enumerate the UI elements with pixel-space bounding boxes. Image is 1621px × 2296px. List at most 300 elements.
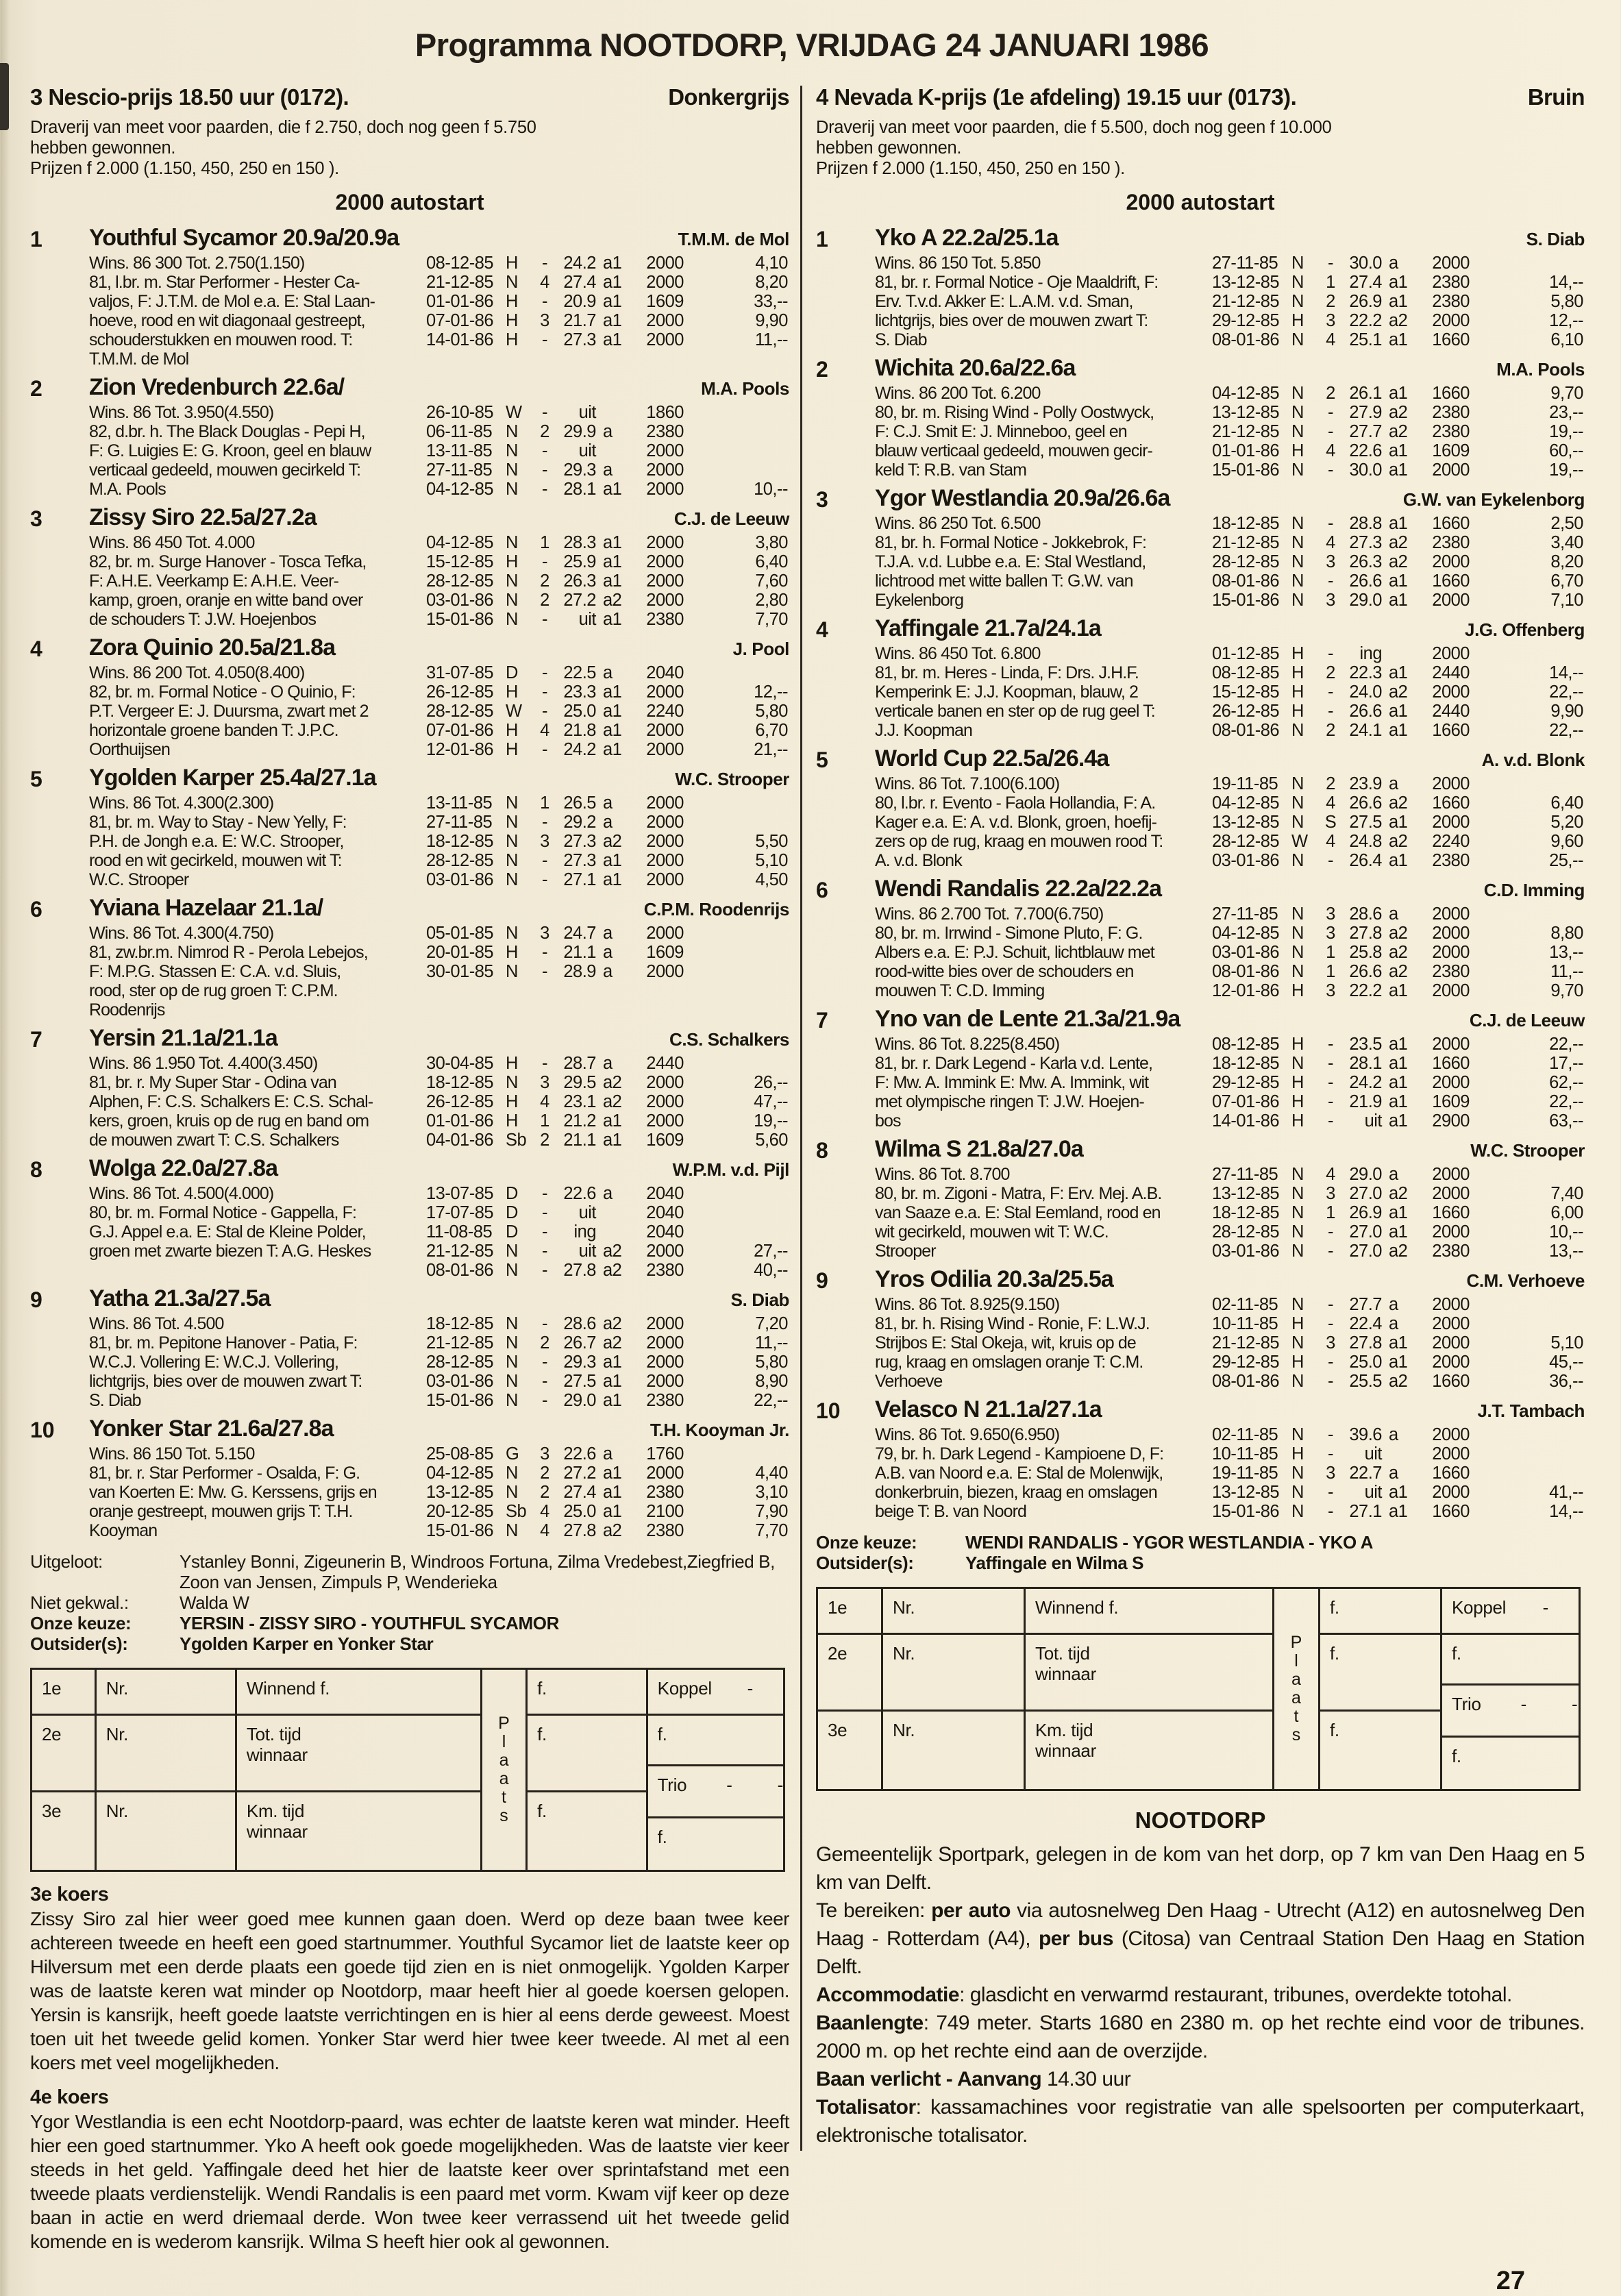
result-position: -: [1328, 644, 1333, 663]
description-line: Wins. 86 Tot. 4.500(4.000): [89, 1184, 274, 1203]
result-date: 08-01-86: [1212, 1372, 1280, 1391]
result-date: 08-12-85: [426, 254, 494, 273]
result-gait: a2: [1389, 1372, 1408, 1391]
past-performance-table: [426, 1054, 789, 1150]
result-row: [1212, 292, 1585, 311]
result-date: 21-12-85: [1212, 292, 1280, 311]
result-gait: a2: [603, 1073, 622, 1092]
result-position: -: [1328, 1242, 1333, 1261]
result-date: 29-12-85: [1212, 1073, 1280, 1092]
entry-body: [89, 504, 789, 629]
result-date: 14-01-86: [426, 330, 494, 349]
result-date: 17-07-85: [426, 1203, 494, 1222]
description-line: S. Diab: [89, 1391, 141, 1410]
result-row: [426, 1502, 789, 1521]
result-odds: [1470, 1165, 1585, 1184]
result-gait: a: [1389, 1464, 1398, 1483]
result-distance: 2380: [1432, 533, 1470, 552]
description-line: A.B. van Noord e.a. E: Stal de Molenwijk,: [875, 1464, 1163, 1483]
result-distance: 2040: [646, 663, 684, 682]
result-row: [1212, 1242, 1585, 1261]
description-line: Wins. 86 Tot. 8.925(9.150): [875, 1295, 1060, 1314]
entry-columns: [875, 514, 1585, 610]
footer-row: [816, 1553, 1585, 1573]
result-distance: 2000: [1432, 1483, 1470, 1502]
result-time: 28.6: [563, 1314, 596, 1333]
race-condition-line: Prijzen f 2.000 (1.150, 450, 250 en 150 ).: [816, 159, 1125, 178]
result-position: 3: [1326, 1464, 1335, 1483]
result-time: 27.7: [1349, 1295, 1382, 1314]
description-line: 81, br. h. Rising Wind - Ronie, F: L.W.J.: [875, 1314, 1150, 1333]
result-distance: 2000: [646, 1111, 684, 1131]
result-date: 03-01-86: [1212, 851, 1280, 870]
footer-label: Onze keuze:: [816, 1532, 917, 1553]
entry-columns: [875, 1165, 1585, 1261]
result-odds: 40,--: [754, 1261, 788, 1280]
result-gait: a1: [603, 254, 622, 273]
result-distance: 1660: [1432, 1502, 1470, 1521]
result-position: -: [542, 1184, 547, 1203]
result-distance: 2900: [1432, 1111, 1470, 1131]
result-position: S: [1324, 813, 1337, 832]
result-distance: 2000: [646, 740, 684, 759]
result-gait: a1: [1389, 460, 1408, 480]
result-odds: 14,--: [1549, 663, 1583, 682]
result-track-letter: H: [506, 292, 518, 311]
description-line: W.C.J. Vollering E: W.C.J. Vollering,: [89, 1353, 339, 1372]
result-track-letter: N: [506, 441, 518, 460]
result-gait: a1: [1389, 981, 1408, 1000]
result-odds: 8,80: [1550, 924, 1583, 943]
result-gait: a1: [603, 702, 622, 721]
result-time: 28.7: [563, 1054, 596, 1073]
description-line: Wins. 86 Tot. 4.300(4.750): [89, 924, 274, 943]
result-track-letter: G: [506, 1444, 519, 1464]
result-row: [426, 1092, 789, 1111]
plaats-letter: P: [498, 1714, 510, 1733]
venue-paragraph: [816, 1897, 1585, 1981]
result-odds: 3,80: [755, 533, 788, 552]
race-condition-line: Draverij van meet voor paarden, die f 5.500, doch nog geen f 10.000: [816, 118, 1332, 137]
result-position: -: [1328, 571, 1333, 591]
result-position: 4: [540, 1502, 549, 1521]
result-row: [1212, 533, 1585, 552]
result-track-letter: N: [506, 813, 518, 832]
horse-description: [89, 924, 426, 1020]
description-line: wit gecirkeld, mouwen wit T: W.C.: [875, 1222, 1109, 1242]
result-date: 13-07-85: [426, 1184, 494, 1203]
result-odds: 7,70: [755, 1521, 788, 1540]
result-row: [1212, 813, 1585, 832]
result-row: [426, 480, 789, 499]
result-track-letter: H: [1291, 311, 1304, 330]
horse-entry: [30, 1416, 789, 1540]
result-position: 2: [540, 1464, 549, 1483]
result-time: 22.3: [1349, 663, 1382, 682]
result-date: 03-01-86: [426, 870, 494, 889]
description-line: blauw verticaal gedeeld, mouwen gecir-: [875, 441, 1152, 460]
result-position: -: [542, 1391, 547, 1410]
result-position: -: [1328, 1353, 1333, 1372]
result-position: 4: [1326, 533, 1335, 552]
past-performance-table: [426, 924, 789, 1020]
result-time: 26.3: [563, 571, 596, 591]
result-odds: [684, 441, 789, 460]
result-position: -: [1328, 1314, 1333, 1333]
entry-start-number: 4: [816, 617, 828, 642]
entry-body: [89, 374, 789, 499]
result-position: 3: [1326, 1333, 1335, 1353]
result-row: [1212, 793, 1585, 813]
result-track-letter: N: [1291, 254, 1304, 273]
entry-body: [875, 876, 1585, 1000]
result-row: [426, 273, 789, 292]
result-gait: a1: [1389, 1092, 1408, 1111]
result-track-letter: Sb: [506, 1131, 527, 1150]
description-line: groen met zwarte biezen T: A.G. Heskes: [89, 1242, 371, 1261]
result-odds: 2,80: [755, 591, 788, 610]
result-time: uit: [578, 441, 596, 460]
result-position: 3: [1326, 311, 1335, 330]
result-track-letter: N: [506, 460, 518, 480]
description-line: rood en wit gecirkeld, mouwen wit T:: [89, 851, 342, 870]
description-line: zers op de rug, kraag en mouwen rood T:: [875, 832, 1163, 851]
result-position: 3: [1326, 981, 1335, 1000]
result-date: 18-12-85: [426, 832, 494, 851]
result-gait: a1: [603, 1353, 622, 1372]
description-line: valjos, F: J.T.M. de Mol e.a. E: Stal Laan-: [89, 292, 375, 311]
result-distance: 2000: [1432, 1314, 1470, 1333]
result-odds: 19,--: [1549, 422, 1583, 441]
past-performance-table: [1212, 904, 1585, 1000]
result-distance: 1660: [1432, 1203, 1470, 1222]
result-position: -: [1328, 1483, 1333, 1502]
result-odds: 9,70: [1550, 981, 1583, 1000]
horse-description: [875, 514, 1212, 610]
entry-body: [875, 225, 1585, 349]
result-gait: a: [1389, 1165, 1398, 1184]
entry-start-number: 3: [816, 487, 828, 512]
result-odds: 5,80: [755, 1353, 788, 1372]
result-row: [1212, 1073, 1585, 1092]
result-distance: 2240: [1432, 832, 1470, 851]
result-distance: 2000: [646, 832, 684, 851]
result-gait: a1: [1389, 571, 1408, 591]
entry-head: [89, 895, 789, 922]
result-time: 22.5: [563, 663, 596, 682]
result-row: [426, 740, 789, 759]
trio-cell: [648, 1764, 783, 1816]
result-track-letter: H: [1291, 644, 1304, 663]
result-track-letter: N: [506, 1372, 518, 1391]
result-position: 3: [1326, 904, 1335, 924]
result-date: 29-12-85: [1212, 1353, 1280, 1372]
race-condition-line: hebben gewonnen.: [30, 138, 176, 158]
result-date: 18-12-85: [1212, 514, 1280, 533]
horse-name-record: Velasco N 21.1a/27.1a: [875, 1396, 1102, 1422]
result-row: [1212, 1372, 1585, 1391]
description-line: F: M.P.G. Stassen E: C.A. v.d. Sluis,: [89, 962, 341, 981]
result-row: [426, 1203, 789, 1222]
result-row: [426, 682, 789, 702]
result-date: 08-01-86: [1212, 721, 1280, 740]
result-time: 20.9: [563, 292, 596, 311]
horse-description: [89, 403, 426, 499]
result-time: 27.8: [1349, 924, 1382, 943]
horse-name-record: Zion Vredenburch 22.6a/: [89, 374, 345, 400]
result-odds: 7,40: [1550, 1184, 1583, 1203]
horse-entry: [30, 895, 789, 1020]
venue-text-segment: Accommodatie: [816, 1984, 960, 2006]
description-line: 81, l.br. m. Star Performer - Hester Ca-: [89, 273, 360, 292]
result-position: -: [1328, 1035, 1333, 1054]
result-gait: a2: [1389, 924, 1408, 943]
result-date: 29-12-85: [1212, 311, 1280, 330]
result-position: -: [1328, 1222, 1333, 1242]
plaats-vertical-label: [1274, 1589, 1318, 1789]
result-track-letter: D: [506, 1222, 518, 1242]
result-distance: 2380: [1432, 962, 1470, 981]
result-date: 13-12-85: [1212, 1184, 1280, 1203]
result-position: -: [1328, 1054, 1333, 1073]
result-row: [1212, 1054, 1585, 1073]
result-time: 28.8: [1349, 514, 1382, 533]
result-track-letter: N: [1291, 422, 1304, 441]
entry-columns: [89, 793, 789, 889]
result-row: [1212, 644, 1585, 663]
result-distance: 2380: [1432, 851, 1470, 870]
result-track-letter: H: [1291, 441, 1304, 460]
result-distance: 2440: [646, 1054, 684, 1073]
horse-entry: [816, 1136, 1585, 1261]
result-odds: [1470, 774, 1585, 793]
entry-start-number: 3: [30, 506, 42, 531]
result-time: 26.7: [563, 1333, 596, 1353]
result-time: 27.0: [1349, 1242, 1382, 1261]
result-time: 27.3: [563, 851, 596, 870]
result-gait: [1382, 644, 1413, 663]
result-odds: [1470, 1464, 1585, 1483]
result-odds: 11,--: [1550, 962, 1583, 981]
past-performance-table: [426, 663, 789, 759]
result-gait: a1: [603, 1483, 622, 1502]
result-distance: 2000: [1432, 644, 1470, 663]
scan-edge-artifact: [0, 63, 9, 130]
result-gait: a1: [603, 1131, 622, 1150]
horse-entry: [30, 765, 789, 889]
trio-label: Trio: [657, 1775, 687, 1795]
result-gait: a2: [1389, 403, 1408, 422]
entry-columns: [89, 533, 789, 629]
result-track-letter: N: [506, 610, 518, 629]
result-date: 13-11-85: [426, 441, 493, 460]
result-gait: a1: [603, 533, 622, 552]
result-time: 29.9: [563, 422, 596, 441]
result-date: 25-08-85: [426, 1444, 494, 1464]
result-date: 10-11-85: [1212, 1314, 1278, 1333]
result-date: 04-12-85: [1212, 384, 1280, 403]
bet-main-column: [237, 1670, 482, 1870]
entry-head: [875, 1266, 1585, 1293]
description-line: 80, br. m. Rising Wind - Polly Oostwyck,: [875, 403, 1154, 422]
horse-entry: [816, 615, 1585, 740]
result-gait: a1: [603, 480, 622, 499]
result-gait: a: [603, 460, 612, 480]
description-line: 81, br. h. Formal Notice - Jokkebrok, F:: [875, 533, 1147, 552]
result-distance: 2000: [1432, 311, 1470, 330]
result-distance: 2000: [1432, 1425, 1470, 1444]
result-date: 13-12-85: [426, 1483, 494, 1502]
result-date: 30-01-85: [426, 962, 494, 981]
entry-start-number: 6: [816, 878, 828, 902]
result-position: -: [542, 1314, 547, 1333]
result-position: 3: [1326, 591, 1335, 610]
entry-head: [89, 1416, 789, 1442]
result-odds: [1470, 1444, 1585, 1464]
bet-nr-cell: Nr.: [883, 1633, 1024, 1709]
race-conditions: [30, 117, 789, 179]
result-row: [1212, 1483, 1585, 1502]
entry-columns: [89, 1314, 789, 1410]
description-line: 80, br. m. Zigoni - Matra, F: Erv. Mej. A.B.: [875, 1184, 1162, 1203]
result-gait: a1: [1389, 292, 1408, 311]
description-line: bos: [875, 1111, 901, 1131]
result-track-letter: N: [1291, 330, 1304, 349]
result-time: 23.3: [563, 682, 596, 702]
result-date: 18-12-85: [1212, 1203, 1280, 1222]
horse-name-record: Wilma S 21.8a/27.0a: [875, 1136, 1083, 1162]
result-date: 10-11-85: [1212, 1444, 1278, 1464]
result-gait: a1: [603, 870, 622, 889]
description-line: Wins. 86 200 Tot. 6.200: [875, 384, 1041, 403]
past-performance-table: [426, 533, 789, 629]
result-date: 28-12-85: [426, 1353, 494, 1372]
result-date: 19-11-85: [1212, 774, 1278, 793]
description-line: 81, br. r. Star Performer - Osalda, F: G.: [89, 1464, 360, 1483]
result-odds: 8,20: [755, 273, 788, 292]
description-line: met olympische ringen T: J.W. Hoejen-: [875, 1092, 1144, 1111]
result-track-letter: N: [506, 273, 518, 292]
result-row: [426, 962, 789, 981]
trainer-name: C.D. Imming: [1483, 880, 1585, 900]
result-date: 21-12-85: [1212, 533, 1280, 552]
result-gait: a1: [603, 682, 622, 702]
trainer-name: C.J. de Leeuw: [673, 508, 789, 529]
result-row: [426, 1184, 789, 1203]
result-track-letter: Sb: [506, 1502, 527, 1521]
result-distance: 1609: [646, 943, 684, 962]
description-line: mouwen T: C.D. Imming: [875, 981, 1045, 1000]
description-line: Kemperink E: J.J. Koopman, blauw, 2: [875, 682, 1138, 702]
result-position: -: [542, 1261, 547, 1280]
result-gait: a1: [603, 851, 622, 870]
result-date: 13-12-85: [1212, 273, 1280, 292]
result-position: 4: [1326, 441, 1335, 460]
result-row: [426, 254, 789, 273]
horse-entry: [30, 1285, 789, 1410]
description-line: Strooper: [875, 1242, 936, 1261]
result-distance: 2000: [646, 1092, 684, 1111]
result-date: 31-07-85: [426, 663, 494, 682]
result-distance: 2000: [646, 552, 684, 571]
result-odds: 10,--: [754, 480, 788, 499]
trainer-name: W.P.M. v.d. Pijl: [672, 1159, 789, 1180]
trainer-name: C.M. Verhoeve: [1466, 1270, 1585, 1291]
horse-name-record: Zora Quinio 20.5a/21.8a: [89, 634, 336, 661]
result-time: 21.1: [563, 943, 596, 962]
result-time: 25.0: [563, 702, 596, 721]
result-distance: 2000: [1432, 682, 1470, 702]
result-gait: a: [603, 793, 612, 813]
result-row: [426, 441, 789, 460]
result-position: 1: [540, 1111, 549, 1131]
result-distance: 1660: [1432, 514, 1470, 533]
description-line: 82, d.br. h. The Black Douglas - Pepi H,: [89, 422, 365, 441]
result-time: 27.8: [563, 1261, 596, 1280]
guilder-cell: f.: [1320, 1709, 1440, 1789]
result-odds: 23,--: [1549, 403, 1583, 422]
description-line: Eykelenborg: [875, 591, 964, 610]
result-odds: 62,--: [1549, 1073, 1583, 1092]
horse-description: [89, 1184, 426, 1280]
result-time: 27.7: [1349, 422, 1382, 441]
bet-main-line: winnaar: [246, 1821, 308, 1842]
description-line: Verhoeve: [875, 1372, 943, 1391]
result-odds: 7,70: [755, 610, 788, 629]
description-line: rug, kraag en omslagen oranje T: C.M.: [875, 1353, 1143, 1372]
result-time: uit: [578, 1242, 596, 1261]
result-row: [1212, 1035, 1585, 1054]
horse-description: [875, 1035, 1212, 1131]
result-gait: a1: [1389, 721, 1408, 740]
result-gait: a2: [603, 1333, 622, 1353]
result-gait: a: [603, 962, 612, 981]
entry-start-number: 7: [30, 1027, 42, 1052]
horse-description: [89, 663, 426, 759]
entry-start-number: 8: [30, 1157, 42, 1182]
entry-columns: [875, 904, 1585, 1000]
result-row: [1212, 1092, 1585, 1111]
result-gait: a: [603, 663, 612, 682]
trainer-name: C.J. de Leeuw: [1469, 1010, 1585, 1030]
venue-paragraph: [816, 2093, 1585, 2149]
result-track-letter: H: [1291, 1353, 1304, 1372]
result-odds: 13,--: [1549, 1242, 1583, 1261]
past-performance-table: [1212, 254, 1585, 349]
bet-nr-cell: Nr.: [893, 1597, 915, 1618]
trainer-name: W.C. Strooper: [1470, 1140, 1585, 1161]
result-gait: a1: [603, 552, 622, 571]
result-odds: 63,--: [1549, 1111, 1583, 1131]
description-line: lichtrood met witte ballen T: G.W. van: [875, 571, 1133, 591]
result-row: [1212, 273, 1585, 292]
past-performance-table: [1212, 514, 1585, 610]
result-gait: a2: [1389, 832, 1408, 851]
footer-row: [30, 1592, 789, 1613]
description-line: F: C.J. Smit E: J. Minneboo, geel en: [875, 422, 1127, 441]
result-position: -: [542, 813, 547, 832]
result-distance: 2000: [1432, 460, 1470, 480]
entry-head: [875, 485, 1585, 512]
result-time: 24.7: [563, 924, 596, 943]
entry-head: [89, 504, 789, 531]
result-position: -: [1328, 1092, 1333, 1111]
result-time: 25.5: [1349, 1372, 1382, 1391]
result-distance: 2040: [646, 1222, 684, 1242]
result-position: 1: [1326, 273, 1335, 292]
result-track-letter: N: [506, 591, 518, 610]
result-track-letter: H: [506, 682, 518, 702]
